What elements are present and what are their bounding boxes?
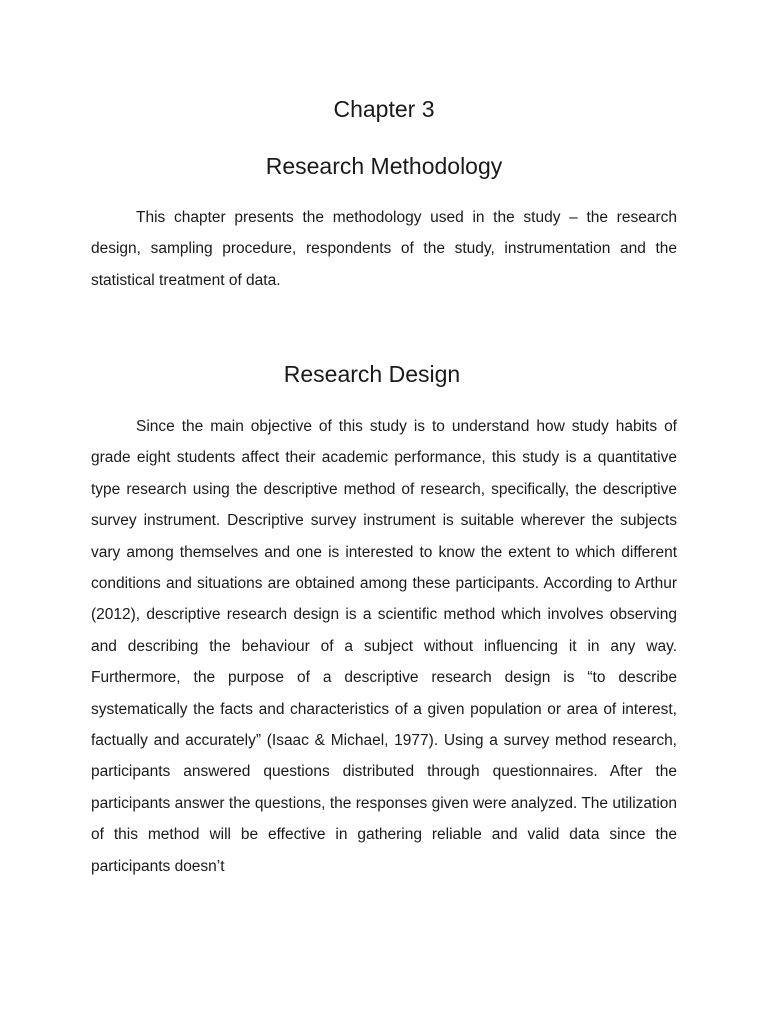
chapter-number: Chapter 3 — [333, 96, 435, 122]
intro-paragraph: This chapter presents the methodology used in the study – the research design, sampling procedure, respondents of the study, instrumentation and the statistical treatment of data. — [91, 209, 677, 289]
research-design-paragraph: Since the main objective of this study is to understand how study habits of grade eight students affect their academic performance, this study is a quantitative type research using the descriptive method of research, specifically, the descriptive survey instrument. Descriptive survey instrument is suitable wherever the subjects vary among themselves and one is interested to know the extent to which different conditions and situations are obtained among these participants. According to Arthur (2012), descriptive research design is a scientific method which involves observing and describing the behaviour of a subject without influencing it in any way. Furthermore, the purpose of a descriptive research design is “to describe systematically the facts and characteristics of a given population or area of interest, factually and accurately” (Isaac & Michael, 1977). Using a survey method research, participants answered questions distributed through questionnaires. After the participants answer the questions, the responses given were analyzed. The utilization of this method will be effective in gathering reliable and valid data since the participants doesn’t — [91, 418, 677, 875]
section-heading-research-design: Research Design — [283, 361, 461, 387]
chapter-title: Research Methodology — [265, 153, 503, 179]
